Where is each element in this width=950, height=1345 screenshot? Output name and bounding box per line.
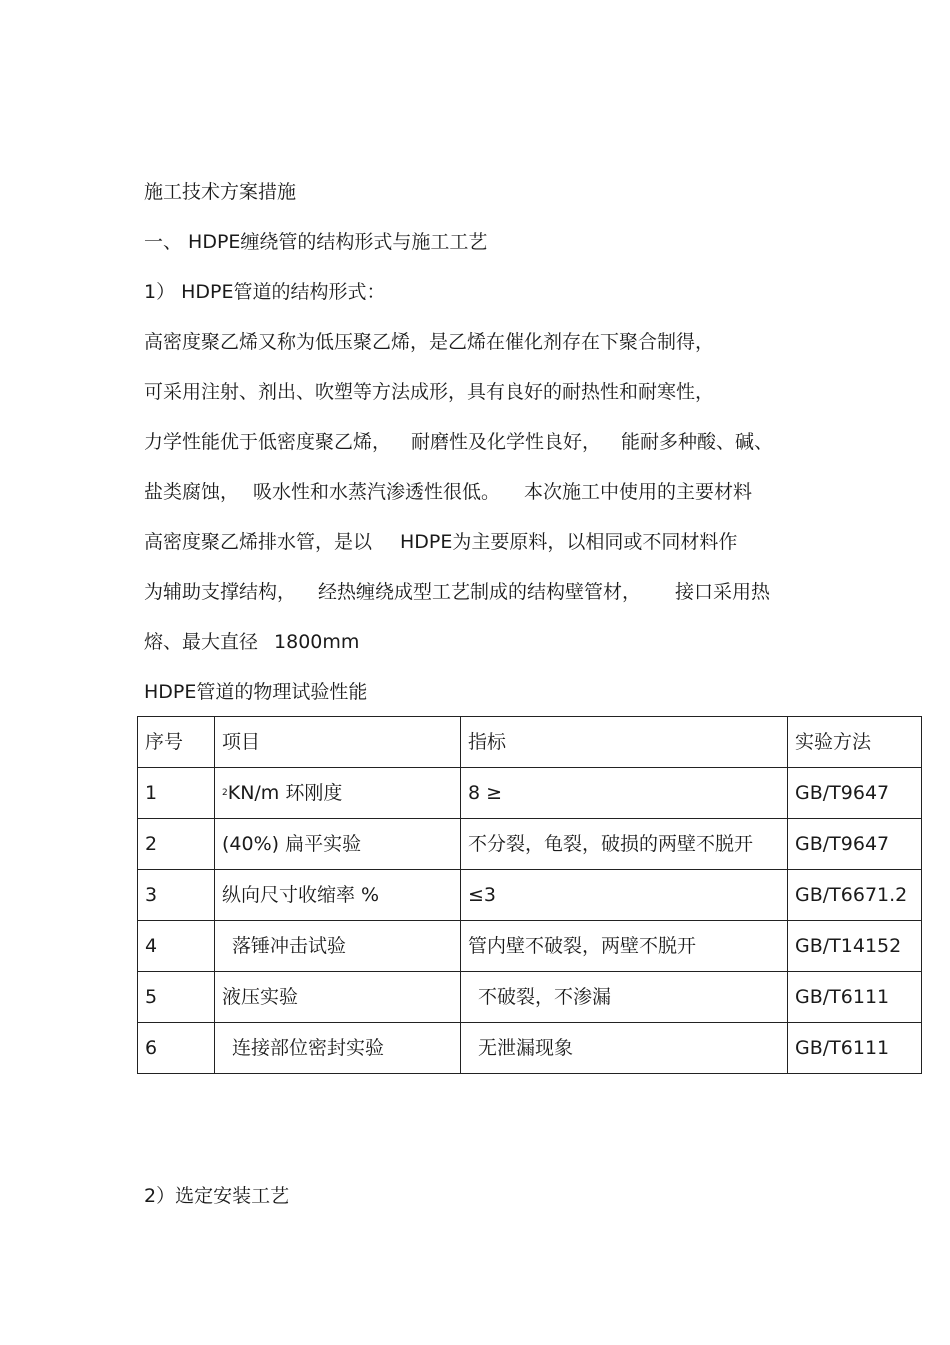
header-cell: 指标	[461, 717, 788, 768]
item-cell	[215, 768, 461, 819]
table-row	[138, 1023, 922, 1074]
header-cell: 序号	[138, 717, 215, 768]
method-cell: GB/T9647	[788, 819, 922, 870]
item-cell	[215, 1023, 461, 1074]
paragraph-line	[144, 480, 752, 504]
superscript: 2	[222, 788, 228, 798]
row-number-cell: 3	[138, 870, 215, 921]
subsection-heading: 2）选定安装工艺	[144, 1185, 290, 1207]
header-cell: 实验方法	[788, 717, 922, 768]
spec-cell: 管内壁不破裂，两壁不脱开	[461, 921, 788, 972]
row-number-cell: 6	[138, 1023, 215, 1074]
table-header-row	[138, 717, 922, 768]
text-fragment: 本次施工中使用的主要材料	[524, 481, 753, 503]
item-cell: 纵向尺寸收缩率 %	[215, 870, 461, 921]
method-cell: GB/T6671.2	[788, 870, 922, 921]
spec-cell	[461, 1023, 788, 1074]
text-fragment: 接口采用热	[675, 581, 771, 603]
item-text: 连接部位密封实验	[232, 1037, 385, 1059]
row-number-cell: 1	[138, 768, 215, 819]
method-cell: GB/T6111	[788, 1023, 922, 1074]
spec-cell: ≤3	[461, 870, 788, 921]
row-number-cell: 4	[138, 921, 215, 972]
text-fragment: 耐磨性及化学性良好，	[411, 431, 602, 453]
paragraph-line	[144, 580, 770, 604]
item-cell: (40%) 扁平实验	[215, 819, 461, 870]
test-performance-table	[137, 716, 922, 1074]
item-text: KN/m 环刚度	[227, 782, 343, 804]
method-cell: GB/T9647	[788, 768, 922, 819]
text-fragment: 高密度聚乙烯排水管，是以	[144, 531, 373, 553]
paragraph-line: 可采用注射、剂出、吹塑等方法成形，具有良好的耐热性和耐寒性，	[144, 381, 715, 403]
spec-cell: 8 ≥	[461, 768, 788, 819]
method-cell: GB/T6111	[788, 972, 922, 1023]
paragraph-line	[144, 530, 737, 554]
table-row	[138, 972, 922, 1023]
text-fragment: 为辅助支撑结构，	[144, 581, 297, 603]
text-fragment: 经热缠绕成型工艺制成的结构壁管材，	[318, 581, 642, 603]
table-row	[138, 870, 922, 921]
paragraph-line	[144, 630, 359, 654]
spec-text: 无泄漏现象	[478, 1037, 574, 1059]
spec-cell	[461, 972, 788, 1023]
spec-cell: 不分裂，龟裂，破损的两壁不脱开	[461, 819, 788, 870]
text-fragment: 能耐多种酸、碱、	[621, 431, 774, 453]
spec-text: 不破裂，不渗漏	[478, 986, 612, 1008]
document-title: 施工技术方案措施	[144, 181, 297, 203]
item-cell	[215, 921, 461, 972]
section-heading: 一、 HDPE缠绕管的结构形式与施工工艺	[144, 231, 488, 253]
text-fragment: 盐类腐蚀，	[144, 481, 240, 503]
item-cell: 液压实验	[215, 972, 461, 1023]
table-row	[138, 768, 922, 819]
table-row	[138, 921, 922, 972]
table-row	[138, 819, 922, 870]
subsection-heading: 1） HDPE管道的结构形式：	[144, 281, 386, 303]
text-fragment: HDPE为主要原料，以相同或不同材料作	[400, 531, 738, 553]
method-cell: GB/T14152	[788, 921, 922, 972]
paragraph-line	[144, 430, 773, 454]
item-text: 落锤冲击试验	[232, 935, 347, 957]
text-fragment: 吸水性和水蒸汽渗透性很低。	[253, 481, 501, 503]
paragraph-line: 高密度聚乙烯又称为低压聚乙烯，是乙烯在催化剂存在下聚合制得，	[144, 331, 715, 353]
text-fragment: 1800mm	[274, 631, 360, 653]
text-fragment: 力学性能优于低密度聚乙烯，	[144, 431, 392, 453]
row-number-cell: 5	[138, 972, 215, 1023]
row-number-cell: 2	[138, 819, 215, 870]
text-fragment: 熔、最大直径	[144, 631, 259, 653]
header-cell: 项目	[215, 717, 461, 768]
table-caption: HDPE管道的物理试验性能	[144, 681, 368, 703]
